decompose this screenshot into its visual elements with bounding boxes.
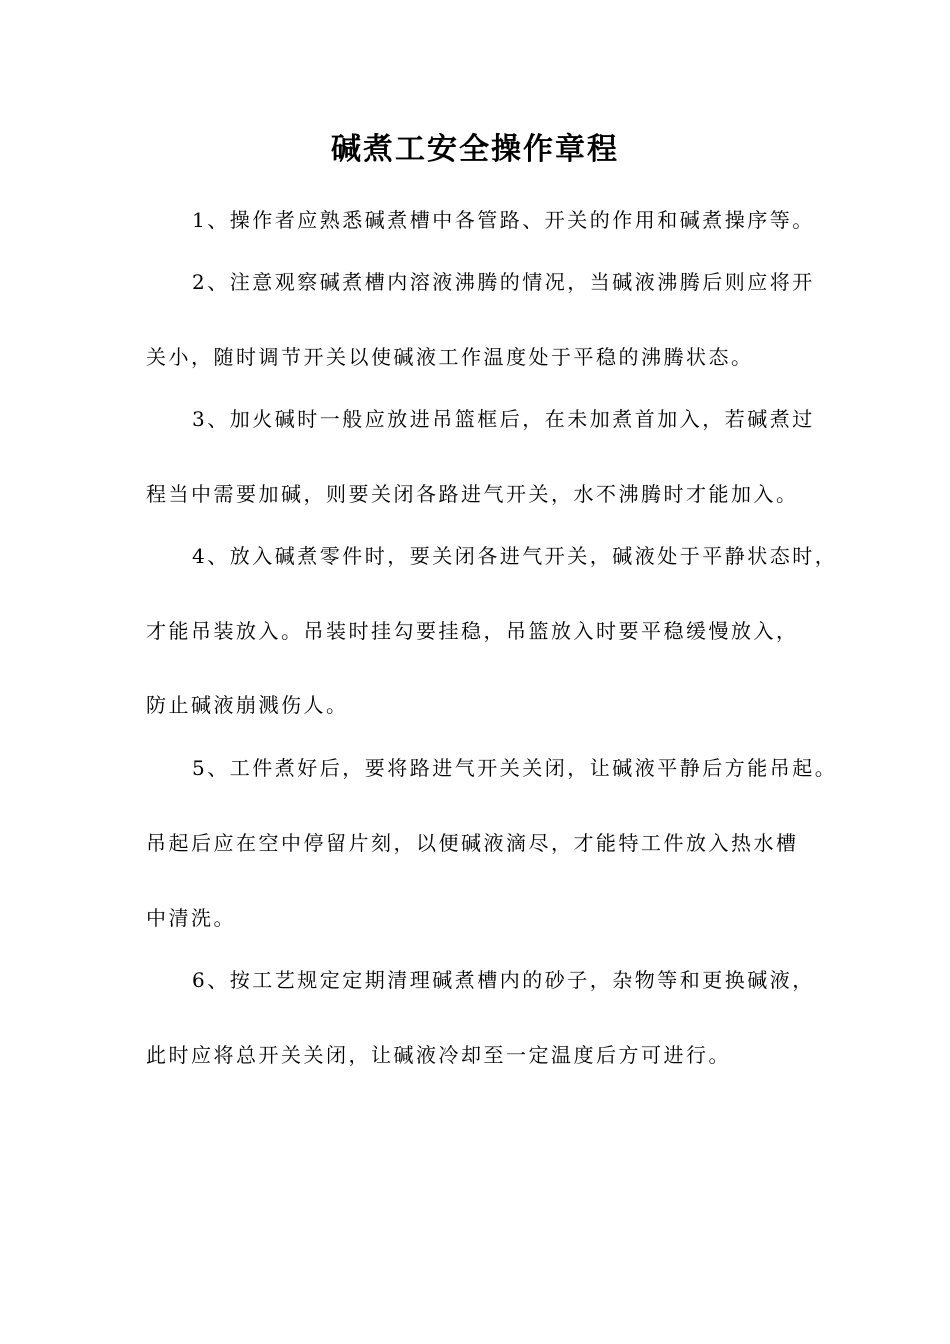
rule-4-line-3: 防止碱液崩溅伤人。	[146, 693, 349, 717]
rule-6-line-1: 6、按工艺规定定期清理碱煮槽内的砂子，杂物等和更换碱液，	[192, 968, 815, 992]
page-title: 碱煮工安全操作章程	[331, 132, 619, 167]
rule-6-line-2: 此时应将总开关关闭，让碱液冷却至一定温度后方可进行。	[146, 1043, 731, 1067]
rule-4-line-1: 4、放入碱煮零件时，要关闭各进气开关，碱液处于平静状态时，	[192, 544, 838, 568]
rule-2-line-2: 关小，随时调节开关以使碱液工作温度处于平稳的沸腾状态。	[146, 345, 754, 369]
rule-3-line-1: 3、加火碱时一般应放进吊篮框后，在未加煮首加入，若碱煮过	[192, 407, 815, 431]
rule-2-line-1: 2、注意观察碱煮槽内溶液沸腾的情况，当碱液沸腾后则应将开	[192, 270, 815, 294]
rule-1-line-1: 1、操作者应熟悉碱煮槽中各管路、开关的作用和碱煮操序等。	[192, 208, 815, 232]
rule-5-line-3: 中清洗。	[146, 906, 236, 930]
rule-5-line-2: 吊起后应在空中停留片刻，以便碱液滴尽，才能特工件放入热水槽	[146, 831, 799, 855]
rule-3-line-2: 程当中需要加碱，则要关闭各路进气开关，水不沸腾时才能加入。	[146, 482, 799, 506]
rule-4-line-2: 才能吊装放入。吊装时挂勾要挂稳，吊篮放入时要平稳缓慢放入，	[146, 619, 799, 643]
rule-5-line-1: 5、工件煮好后，要将路进气开关关闭，让碱液平静后方能吊起。	[192, 756, 838, 780]
